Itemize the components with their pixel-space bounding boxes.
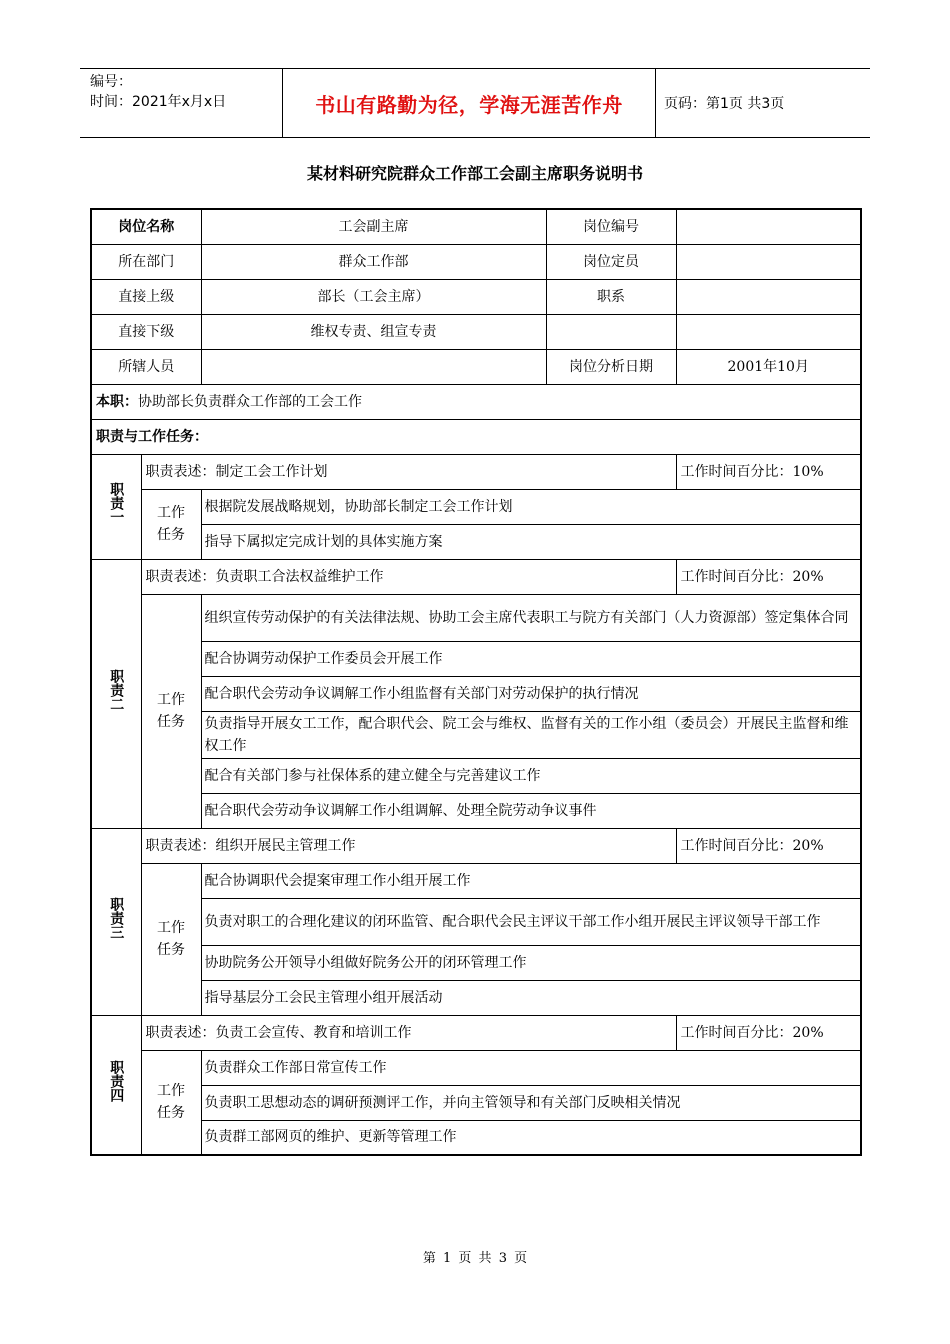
duty-label-text: 职责二 xyxy=(108,669,125,711)
task-row xyxy=(91,641,861,676)
position-code-label: 岗位编号 xyxy=(546,209,676,244)
task-item: 配合有关部门参与社保体系的建立健全与完善建议工作 xyxy=(201,758,861,793)
header-page-info: 页码：第1页 共3页 xyxy=(664,96,785,112)
duty-label xyxy=(91,1015,141,1155)
header-meta xyxy=(90,72,280,112)
info-row-position xyxy=(91,209,861,244)
task-item: 负责群工部网页的维护、更新等管理工作 xyxy=(201,1120,861,1155)
task-row xyxy=(91,1120,861,1155)
duty-label xyxy=(91,828,141,1015)
document-number-label: 编号： xyxy=(90,74,132,90)
task-row xyxy=(91,1050,861,1085)
duty-description: 职责表述：负责职工合法权益维护工作 xyxy=(141,559,676,594)
headcount-label: 岗位定员 xyxy=(546,244,676,279)
duty-label-text: 职责四 xyxy=(108,1060,125,1103)
department-value: 群众工作部 xyxy=(201,244,546,279)
task-row xyxy=(91,594,861,641)
task-item: 负责指导开展女工工作，配合职代会、院工会与维权、监督有关的工作小组（委员会）开展民主监督和维权工作 xyxy=(201,711,861,758)
info-row-subordinate xyxy=(91,314,861,349)
document-time: 时间：2021年x月x日 xyxy=(90,94,227,110)
task-item: 负责群众工作部日常宣传工作 xyxy=(201,1050,861,1085)
department-label: 所在部门 xyxy=(91,244,201,279)
document-title: 某材料研究院群众工作部工会副主席职务说明书 xyxy=(306,164,643,183)
task-item: 配合协调劳动保护工作委员会开展工作 xyxy=(201,641,861,676)
duty-row xyxy=(91,454,861,489)
responsibilities-title-row xyxy=(91,419,861,454)
task-item: 协助院务公开领导小组做好院务公开的闭环管理工作 xyxy=(201,945,861,980)
task-row xyxy=(91,489,861,524)
task-item: 指导基层分工会民主管理小组开展活动 xyxy=(201,980,861,1015)
task-item: 配合职代会劳动争议调解工作小组监督有关部门对劳动保护的执行情况 xyxy=(201,676,861,711)
task-row xyxy=(91,711,861,758)
duty-description: 职责表述：负责工会宣传、教育和培训工作 xyxy=(141,1015,676,1050)
task-item: 指导下属拟定完成计划的具体实施方案 xyxy=(201,524,861,559)
empty-value-cell xyxy=(676,314,861,349)
task-row xyxy=(91,863,861,898)
job-family-label: 职系 xyxy=(546,279,676,314)
task-row xyxy=(91,945,861,980)
analysis-date-label: 岗位分析日期 xyxy=(546,349,676,384)
duty-row xyxy=(91,828,861,863)
task-row xyxy=(91,1085,861,1120)
position-name-label: 岗位名称 xyxy=(91,209,201,244)
task-item: 负责对职工的合理化建议的闭环监管、配合职代会民主评议干部工作小组开展民主评议领导干部工作 xyxy=(201,898,861,945)
headcount-value xyxy=(676,244,861,279)
superior-label: 直接上级 xyxy=(91,279,201,314)
task-row xyxy=(91,793,861,828)
task-label xyxy=(141,594,201,828)
duty-label-text: 职责三 xyxy=(108,897,125,939)
duty-description: 职责表述：组织开展民主管理工作 xyxy=(141,828,676,863)
job-description-table xyxy=(90,208,862,1156)
task-label xyxy=(141,489,201,559)
task-label-text: 工作任务 xyxy=(157,1083,185,1122)
task-label xyxy=(141,863,201,1015)
task-row xyxy=(91,898,861,945)
info-row-superior xyxy=(91,279,861,314)
task-label xyxy=(141,1050,201,1155)
info-row-staff xyxy=(91,349,861,384)
duty-summary-row xyxy=(91,384,861,419)
task-item: 组织宣传劳动保护的有关法律法规、协助工会主席代表职工与院方有关部门（人力资源部）签定集体合同 xyxy=(201,594,861,641)
analysis-date-value: 2001年10月 xyxy=(676,349,861,384)
task-row xyxy=(91,758,861,793)
page-footer: 第 1 页 共 3 页 xyxy=(422,1251,528,1266)
empty-label-cell xyxy=(546,314,676,349)
duty-summary-text: 协助部长负责群众工作部的工会工作 xyxy=(138,393,362,410)
duty-row xyxy=(91,559,861,594)
task-item: 配合职代会劳动争议调解工作小组调解、处理全院劳动争议事件 xyxy=(201,793,861,828)
task-row xyxy=(91,676,861,711)
subordinate-value: 维权专责、组宣专责 xyxy=(201,314,546,349)
task-label-text: 工作任务 xyxy=(157,692,185,730)
duty-time-percent: 工作时间百分比：10% xyxy=(676,454,861,489)
duty-time-percent: 工作时间百分比：20% xyxy=(676,1015,861,1050)
task-item: 配合协调职代会提案审理工作小组开展工作 xyxy=(201,863,861,898)
duty-time-percent: 工作时间百分比：20% xyxy=(676,559,861,594)
duty-label-text: 职责一 xyxy=(108,482,125,524)
duty-label xyxy=(91,454,141,559)
duty-label xyxy=(91,559,141,828)
task-label-text: 工作任务 xyxy=(157,920,185,958)
header-motto: 书山有路勤为径，学海无涯苦作舟 xyxy=(282,69,656,137)
duty-summary-cell xyxy=(91,384,861,419)
task-label-text: 工作任务 xyxy=(157,505,185,543)
position-code-value xyxy=(676,209,861,244)
superior-value: 部长（工会主席） xyxy=(201,279,546,314)
staff-label: 所辖人员 xyxy=(91,349,201,384)
duty-time-percent: 工作时间百分比：20% xyxy=(676,828,861,863)
duty-summary-label: 本职： xyxy=(96,393,138,410)
task-row xyxy=(91,524,861,559)
position-name-value: 工会副主席 xyxy=(201,209,546,244)
responsibilities-title: 职责与工作任务： xyxy=(91,419,861,454)
info-row-department xyxy=(91,244,861,279)
subordinate-label: 直接下级 xyxy=(91,314,201,349)
task-row xyxy=(91,980,861,1015)
duty-row xyxy=(91,1015,861,1050)
duty-description: 职责表述：制定工会工作计划 xyxy=(141,454,676,489)
staff-value xyxy=(201,349,546,384)
page-header xyxy=(80,68,870,138)
job-family-value xyxy=(676,279,861,314)
task-item: 负责职工思想动态的调研预测评工作，并向主管领导和有关部门反映相关情况 xyxy=(201,1085,861,1120)
task-item: 根据院发展战略规划，协助部长制定工会工作计划 xyxy=(201,489,861,524)
